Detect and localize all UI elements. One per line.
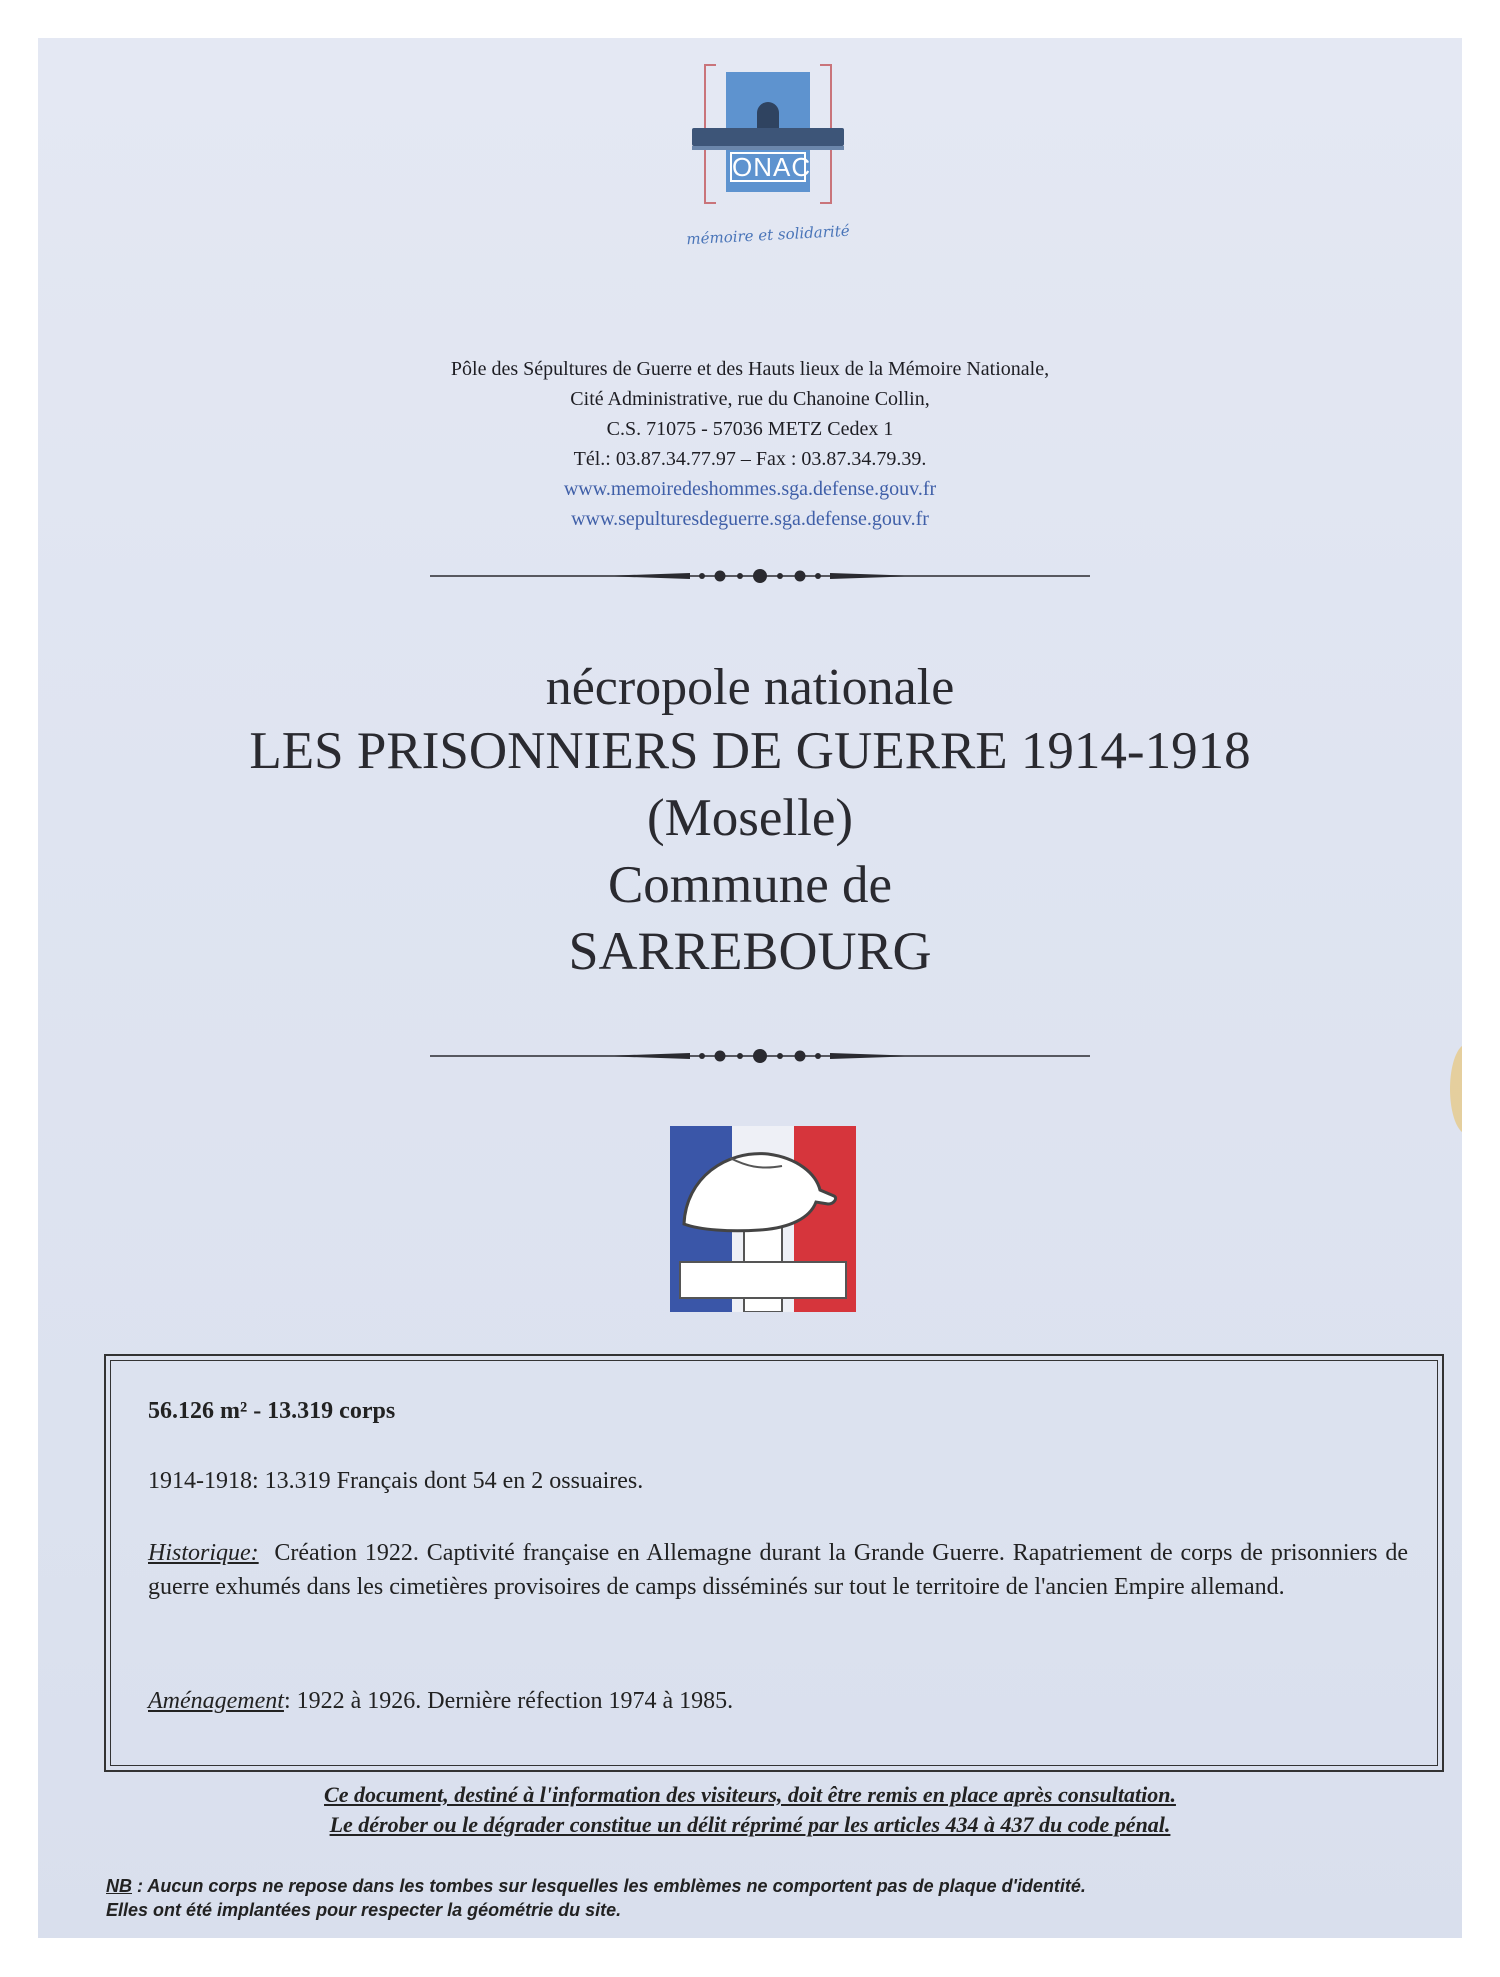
info-box — [104, 1354, 1444, 1772]
amenagement-paragraph — [148, 1684, 733, 1718]
nb-label: NB — [106, 1876, 132, 1896]
logo-dome-icon — [757, 102, 779, 128]
historique-paragraph — [148, 1536, 1408, 1604]
burial-count: 1914-1918: 13.319 Français dont 54 en 2 ossuaires. — [148, 1468, 644, 1494]
amenagement-label: Aménagement — [148, 1688, 284, 1714]
ornament-divider — [430, 1046, 1090, 1066]
amenagement-text: : 1922 à 1926. Dernière réfection 1974 à 1985. — [283, 1688, 734, 1714]
logo-tagline: mémoire et solidarité — [685, 221, 851, 249]
department: (Moselle) — [646, 789, 854, 847]
contact-phone-fax: Tél.: 03.87.34.77.97 – Fax : 03.87.34.79.39. — [573, 448, 927, 470]
address-line: Pôle des Sépultures de Guerre et des Hauts lieux de la Mémoire Nationale, — [450, 358, 1050, 380]
address-block — [38, 354, 1462, 534]
address-line: C.S. 71075 - 57036 METZ Cedex 1 — [606, 418, 894, 440]
paper-edge-mark — [1450, 1044, 1462, 1134]
area-and-burials: 56.126 m² - 13.319 corps — [148, 1398, 396, 1424]
notice-sheet — [38, 38, 1462, 1938]
title-block — [38, 658, 1462, 984]
page-title: LES PRISONNIERS DE GUERRE 1914-1918 — [249, 722, 1251, 780]
nb-text: : Aucun corps ne repose dans les tombes sur lesquelles les emblèmes ne comportent pas de plaque d'identité. — [132, 1876, 1086, 1896]
website-link: www.memoiredeshommes.sga.defense.gouv.fr — [563, 478, 937, 500]
ornament-divider — [430, 566, 1090, 586]
commune-name: SARREBOURG — [568, 921, 932, 981]
nb-line: Elles ont été implantées pour respecter la géométrie du site. — [106, 1900, 622, 1920]
nb-note — [106, 1874, 1446, 1922]
historique-label: Historique: — [148, 1540, 259, 1566]
nb-line — [106, 1874, 1446, 1898]
subtitle-necropole: nécropole nationale — [545, 659, 955, 716]
logo-band — [692, 128, 844, 146]
historique-text: Création 1922. Captivité française en Allemagne durant la Grande Guerre. Rapatriement de corps de prisonniers de guerre exhumés dans les cimetières provisoires de camps disséminés sur tout le territoire de l'ancien Empire allemand. — [148, 1540, 1408, 1600]
warning-line: Le dérober ou le dégrader constitue un délit réprimé par les articles 434 à 437 du code pénal. — [329, 1812, 1171, 1837]
address-line: Cité Administrative, rue du Chanoine Collin, — [570, 388, 930, 410]
onac-logo — [678, 56, 858, 249]
warning-line: Ce document, destiné à l'information des visiteurs, doit être remis en place après consultation. — [324, 1782, 1176, 1807]
helmet-cross-emblem — [670, 1126, 856, 1312]
commune-label: Commune de — [607, 856, 893, 914]
warning-notice — [38, 1780, 1462, 1840]
website-link: www.sepulturesdeguerre.sga.defense.gouv.fr — [571, 508, 929, 530]
logo-text: ONAC — [732, 152, 812, 182]
